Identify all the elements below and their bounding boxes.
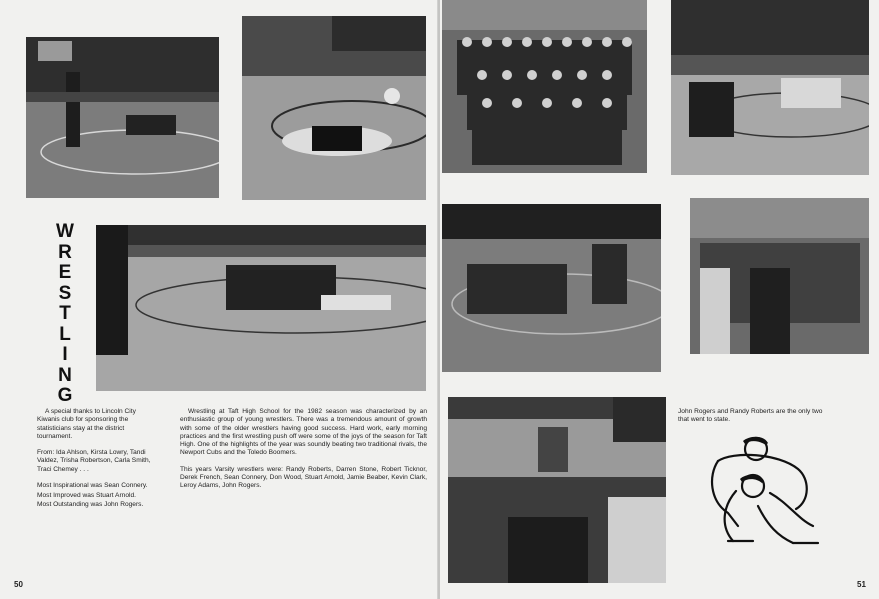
photo-pin-closeup: [242, 16, 426, 200]
page-number-left: 50: [14, 580, 23, 589]
wrestlers-cartoon-icon: [698, 431, 824, 554]
photo-referee-match: [26, 37, 219, 198]
title-letter: G: [57, 385, 73, 406]
title-letter: I: [62, 344, 68, 365]
thanks-paragraph: From: Ida Ahlson, Kirsta Lowry, Tandi Valdez, Trisha Robertson, Carla Smith, Traci Chemey . . .: [37, 449, 151, 473]
title-letter: T: [59, 303, 71, 324]
title-letter: W: [56, 221, 74, 242]
award-line: Most Inspirational was Sean Connery.: [37, 482, 148, 490]
title-letter: N: [58, 364, 72, 386]
title-letter: L: [59, 323, 71, 345]
state-caption: John Rogers and Randy Roberts are the only two that went to state.: [678, 408, 823, 424]
left-page: [0, 0, 438, 599]
title-letter: R: [58, 241, 72, 263]
photo-team: [442, 0, 647, 173]
page-number-right: 51: [857, 580, 866, 589]
award-line: Most Improved was Stuart Arnold.: [37, 492, 136, 500]
title-letter: E: [58, 262, 72, 283]
article-block: [180, 408, 427, 499]
wrestling-title: [55, 222, 75, 407]
photo-mat-struggle: [96, 225, 426, 391]
article-paragraph: Wrestling at Taft High School for the 1982 season was characterized by an enthusiastic group of young wrestlers. There was a tremendous amount of growth with some of the older wrestlers having good success. Hard work, early morning practices and the first wrestling push off were some of the joys of the season for Taft High. One of the highlights of the year was soundly beating two traditional rivals, the Newport Cubs and the Toledo Boomers.: [180, 408, 427, 457]
caption-block: [678, 408, 828, 433]
photo-coaches: [690, 198, 869, 354]
title-letter: S: [58, 282, 72, 304]
photo-takedown: [442, 204, 661, 372]
photo-crowd: [448, 397, 666, 583]
right-page: [440, 0, 879, 599]
photo-referee-ground: [671, 0, 869, 175]
thanks-paragraph: A special thanks to Lincoln City Kiwanis club for sponsoring the statisticians stay at the district tournament.: [37, 408, 136, 440]
thanks-block: [37, 408, 152, 517]
article-paragraph: This years Varsity wrestlers were: Randy Roberts, Darren Stone, Robert Ticknor, Derek French, Sean Connery, Don Wood, Stuart Arnold, Jamie Beaber, Kevin Clark, Leroy Adams, John Rogers.: [180, 465, 427, 490]
award-line: Most Outstanding was John Rogers.: [37, 500, 144, 508]
